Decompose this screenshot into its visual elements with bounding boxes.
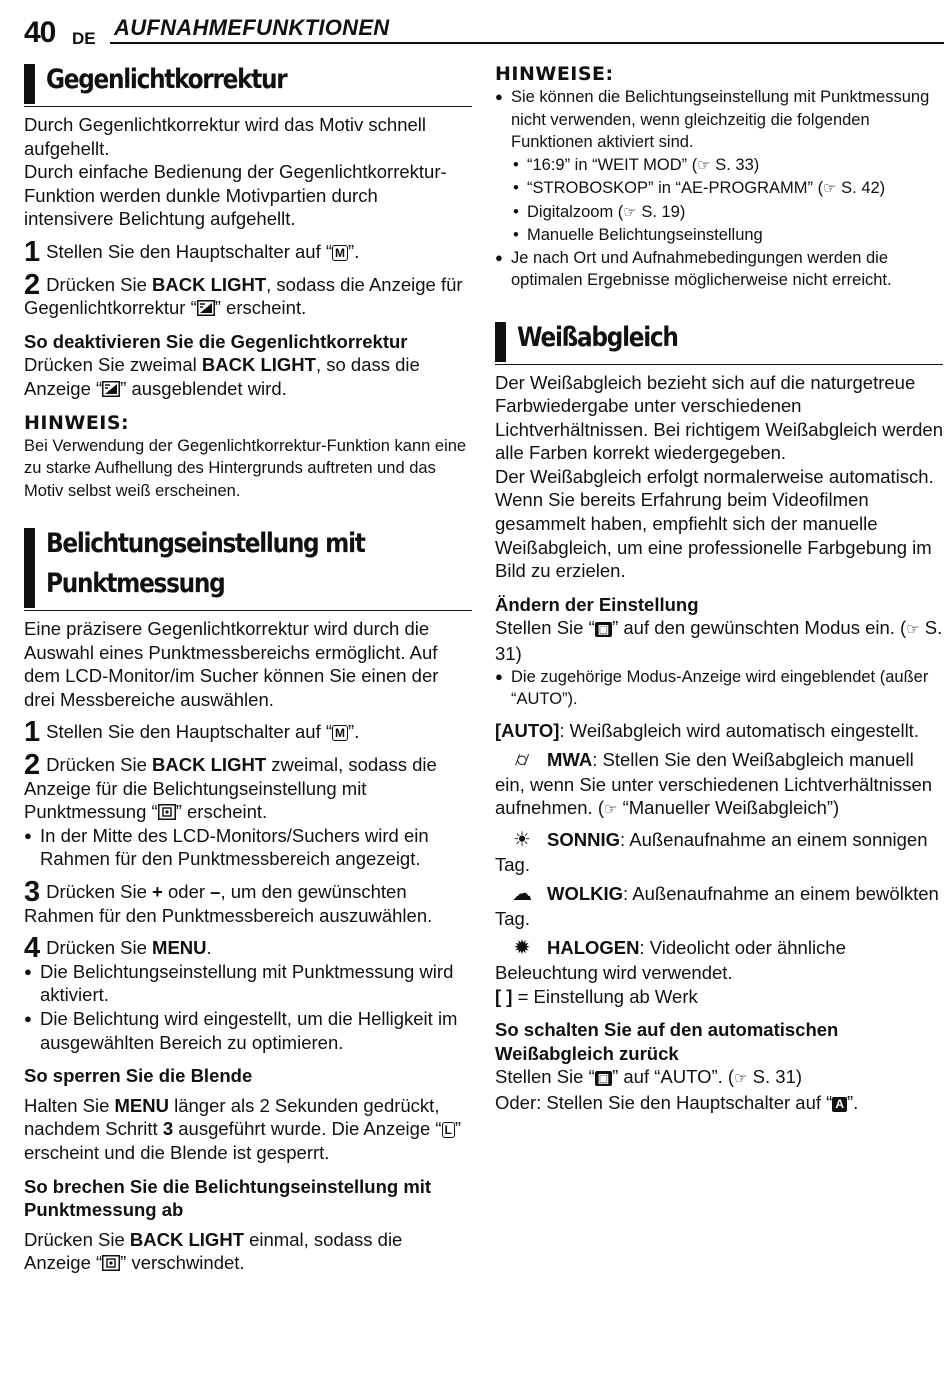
intro-text-2: Durch einfache Bedienung der Gegenlichtkorrektur-Funktion werden dunkle Motivpartien durch intensivere Belichtung aufgehellt.: [24, 161, 447, 230]
bullet-item: ● In der Mitte des LCD-Monitors/Suchers wird ein Rahmen für den Punktmessbereich angezeigt.: [24, 824, 472, 871]
step-text: , sodass die Anzeige für Gegenlichtkorrektur “: [24, 273, 463, 319]
lock-heading: So sperren Sie die Blende: [24, 1065, 253, 1087]
manual-wb-icon: ⌭: [514, 749, 530, 772]
sun-icon: ☀: [513, 829, 531, 851]
page-number: 40: [24, 16, 56, 49]
default-legend: [ ] = Einstellung ab Werk: [495, 985, 698, 1007]
halogen-option: ✹ HALOGEN: Videolicht oder ähnliche Beleuchtung wird verwendet.: [495, 937, 846, 983]
step-2: [24, 749, 472, 824]
cancel-text: Drücken Sie BACK LIGHT einmal, sodass die Anzeige “ ” verschwindet.: [24, 1228, 403, 1274]
step-text: .: [206, 937, 212, 959]
note-subitem: • Digitalzoom (☞ S. 19): [495, 201, 943, 225]
intro-text: Durch Gegenlichtkorrektur wird das Motiv schnell aufgehellt.: [24, 114, 427, 159]
reference-icon: ☞: [623, 203, 637, 221]
step-1: [24, 235, 472, 268]
spot-metering-icon: [102, 1252, 120, 1273]
sunny-option: ☀ SONNIG: Außenaufnahme an einem sonnigen Tag.: [495, 829, 928, 875]
step-text: ”.: [348, 240, 360, 262]
language-code: DE: [72, 29, 96, 48]
step-text: Drücken Sie: [46, 754, 153, 775]
heading-bar: [24, 64, 35, 104]
note-heading: HINWEIS:: [24, 411, 130, 434]
reference-icon: ☞: [906, 621, 920, 639]
halogen-icon: ✹: [513, 937, 531, 960]
deactivate-heading: So deaktivieren Sie die Gegenlichtkorrektur: [24, 330, 408, 352]
step-3: [24, 875, 472, 927]
minus-key: –: [210, 880, 221, 902]
step-text: Stellen Sie den Hauptschalter auf “: [46, 721, 333, 743]
note-item: ● Je nach Ort und Aufnahmebedingungen werden die optimalen Ergebnisse möglicherweise nicht erreicht.: [495, 247, 943, 292]
reference-icon: ☞: [697, 156, 711, 174]
lock-text: Halten Sie MENU länger als 2 Sekunden gedrückt, nachdem Schritt 3 ausgeführt wurde. Die Anzeige “ L ” erscheint und die Blende ist gesperrt.: [24, 1094, 462, 1163]
heading-backlight: [24, 60, 472, 107]
note-subitem: • Manuelle Belichtungseinstellung: [495, 224, 943, 247]
heading-bar: [495, 322, 506, 362]
step-number: 2: [24, 268, 41, 301]
step-text: ”.: [348, 721, 360, 743]
spot-metering-icon: [158, 801, 176, 822]
heading-bar: [24, 528, 35, 608]
heading-whitebalance: [495, 318, 943, 365]
step-number: 3: [24, 875, 41, 908]
cloudy-option: ☁ WOLKIG: Außenaufnahme an einem bewölkten Tag.: [495, 883, 939, 929]
step-number: 2: [24, 749, 41, 781]
page-header: [24, 14, 944, 48]
back-heading: So schalten Sie auf den automatischen Weißabgleich zurück: [495, 1019, 839, 1064]
step-1: [24, 716, 472, 749]
step-text: oder: [162, 880, 211, 902]
plus-key: +: [152, 880, 163, 902]
note-subitem: • “STROBOSKOP” in “AE-PROGRAMM” (☞ S. 42): [495, 177, 943, 201]
heading-spot: [24, 524, 472, 611]
cancel-heading: So brechen Sie die Belichtungseinstellung mit Punktmessung ab: [24, 1175, 432, 1221]
heading-title: Gegenlichtkorrektur: [46, 64, 287, 95]
note-text: Bei Verwendung der Gegenlichtkorrektur-Funktion kann eine zu starke Aufhellung des Hintergrunds auftreten und das Motiv selbst weiß erscheinen.: [24, 436, 467, 500]
button-name: BACK LIGHT: [152, 273, 267, 295]
change-text: Stellen Sie “ ▣ ” auf den gewünschten Modus ein. (☞ S. 31): [495, 617, 943, 665]
step-2: [24, 268, 472, 320]
back-text: Stellen Sie “ ▣ ” auf “AUTO”. (☞ S. 31): [495, 1066, 803, 1088]
deactivate-text: Drücken Sie zweimal BACK LIGHT, so dass die Anzeige “ ” ausgeblendet wird.: [24, 354, 420, 399]
cloud-icon: ☁: [512, 883, 532, 906]
auto-option: [AUTO]: Weißabgleich wird automatisch eingestellt.: [495, 719, 919, 741]
back-text-2: Oder: Stellen Sie den Hauptschalter auf “ A ”.: [495, 1091, 859, 1113]
notes-heading: HINWEISE:: [495, 63, 614, 85]
reference-icon: ☞: [734, 1070, 748, 1088]
button-name: BACK LIGHT: [152, 754, 267, 775]
wb-menu-icon: ▣: [595, 1071, 612, 1086]
reference-icon: ☞: [823, 180, 837, 197]
intro-text-2: Der Weißabgleich erfolgt normalerweise automatisch. Wenn Sie bereits Erfahrung beim Videofilmen gesammelt haben, empfiehlt sich der manuelle Weißabgleich, um eine professionelle Farbgebung im Bild zu erzielen.: [495, 465, 934, 582]
header-rule: [110, 42, 944, 44]
bullet-item: ● Die Belichtung wird eingestellt, um die Helligkeit im ausgewählten Bereich zu optimieren.: [24, 1007, 472, 1054]
step-number: 1: [24, 235, 41, 268]
button-name: MENU: [152, 937, 207, 959]
step-text: Stellen Sie den Hauptschalter auf “: [46, 240, 333, 262]
step-number: 1: [24, 716, 41, 749]
lock-icon: L: [442, 1122, 455, 1138]
heading-title: Weißabgleich: [517, 321, 678, 353]
note-item: ● Sie können die Belichtungseinstellung mit Punktmessung nicht verwenden, wenn gleichzeitig die folgenden Funktionen aktiviert sind.: [495, 86, 943, 154]
step-text: zweimal, sodass die Anzeige für die Belichtungseinstellung mit Punktmessung “: [24, 754, 437, 823]
step-text: ” erscheint.: [214, 297, 307, 319]
bullet-item: ● Die Belichtungseinstellung mit Punktmessung wird aktiviert.: [24, 960, 472, 1007]
auto-mode-icon: A: [832, 1097, 847, 1112]
wb-menu-icon: ▣: [595, 622, 612, 637]
bullet-item: ● Die zugehörige Modus-Anzeige wird eingeblendet (außer “AUTO”).: [495, 666, 943, 711]
step-text: Drücken Sie: [46, 937, 153, 959]
mwa-option: ⌭ MWA: Stellen Sie den Weißabgleich manuell ein, wenn Sie unter verschiedenen Lichtverhältnissen aufnehmen. (☞ “Manueller Weißabgleich”): [495, 749, 933, 819]
step-number: 4: [24, 932, 41, 965]
step-text: Drücken Sie: [46, 273, 153, 295]
section-label: AUFNAHMEFUNKTIONEN: [114, 15, 390, 40]
backlight-icon: [102, 378, 120, 399]
heading-title-line2: Punktmessung: [46, 568, 225, 600]
right-column: [495, 62, 943, 1115]
step-text: , um den gewünschten Rahmen für den Punktmessbereich auszuwählen.: [24, 880, 433, 926]
manual-mode-icon: M: [332, 245, 348, 261]
left-column: [24, 60, 472, 1275]
change-heading: Ändern der Einstellung: [495, 593, 699, 615]
step-text: Drücken Sie: [46, 880, 153, 902]
reference-icon: ☞: [604, 801, 618, 819]
manual-mode-icon: M: [332, 725, 348, 741]
intro-text: Eine präzisere Gegenlichtkorrektur wird durch die Auswahl eines Punktmessbereichs ermöglicht. Auf dem LCD-Monitor/im Sucher können Sie einen der drei Messbereiche auswählen.: [24, 618, 439, 710]
backlight-icon: [197, 297, 215, 318]
note-subitem: • “16:9” in “WEIT MOD” (☞ S. 33): [495, 154, 943, 178]
step-4: [24, 932, 472, 965]
step-text: ” erscheint.: [175, 801, 268, 823]
heading-title-line1: Belichtungseinstellung mit: [46, 528, 365, 560]
intro-text: Der Weißabgleich bezieht sich auf die naturgetreue Farbwiedergabe unter verschiedenen Lichtverhältnissen. Bei richtigem Weißabgleich werden alle Farben korrekt wiedergegeben.: [495, 371, 943, 464]
